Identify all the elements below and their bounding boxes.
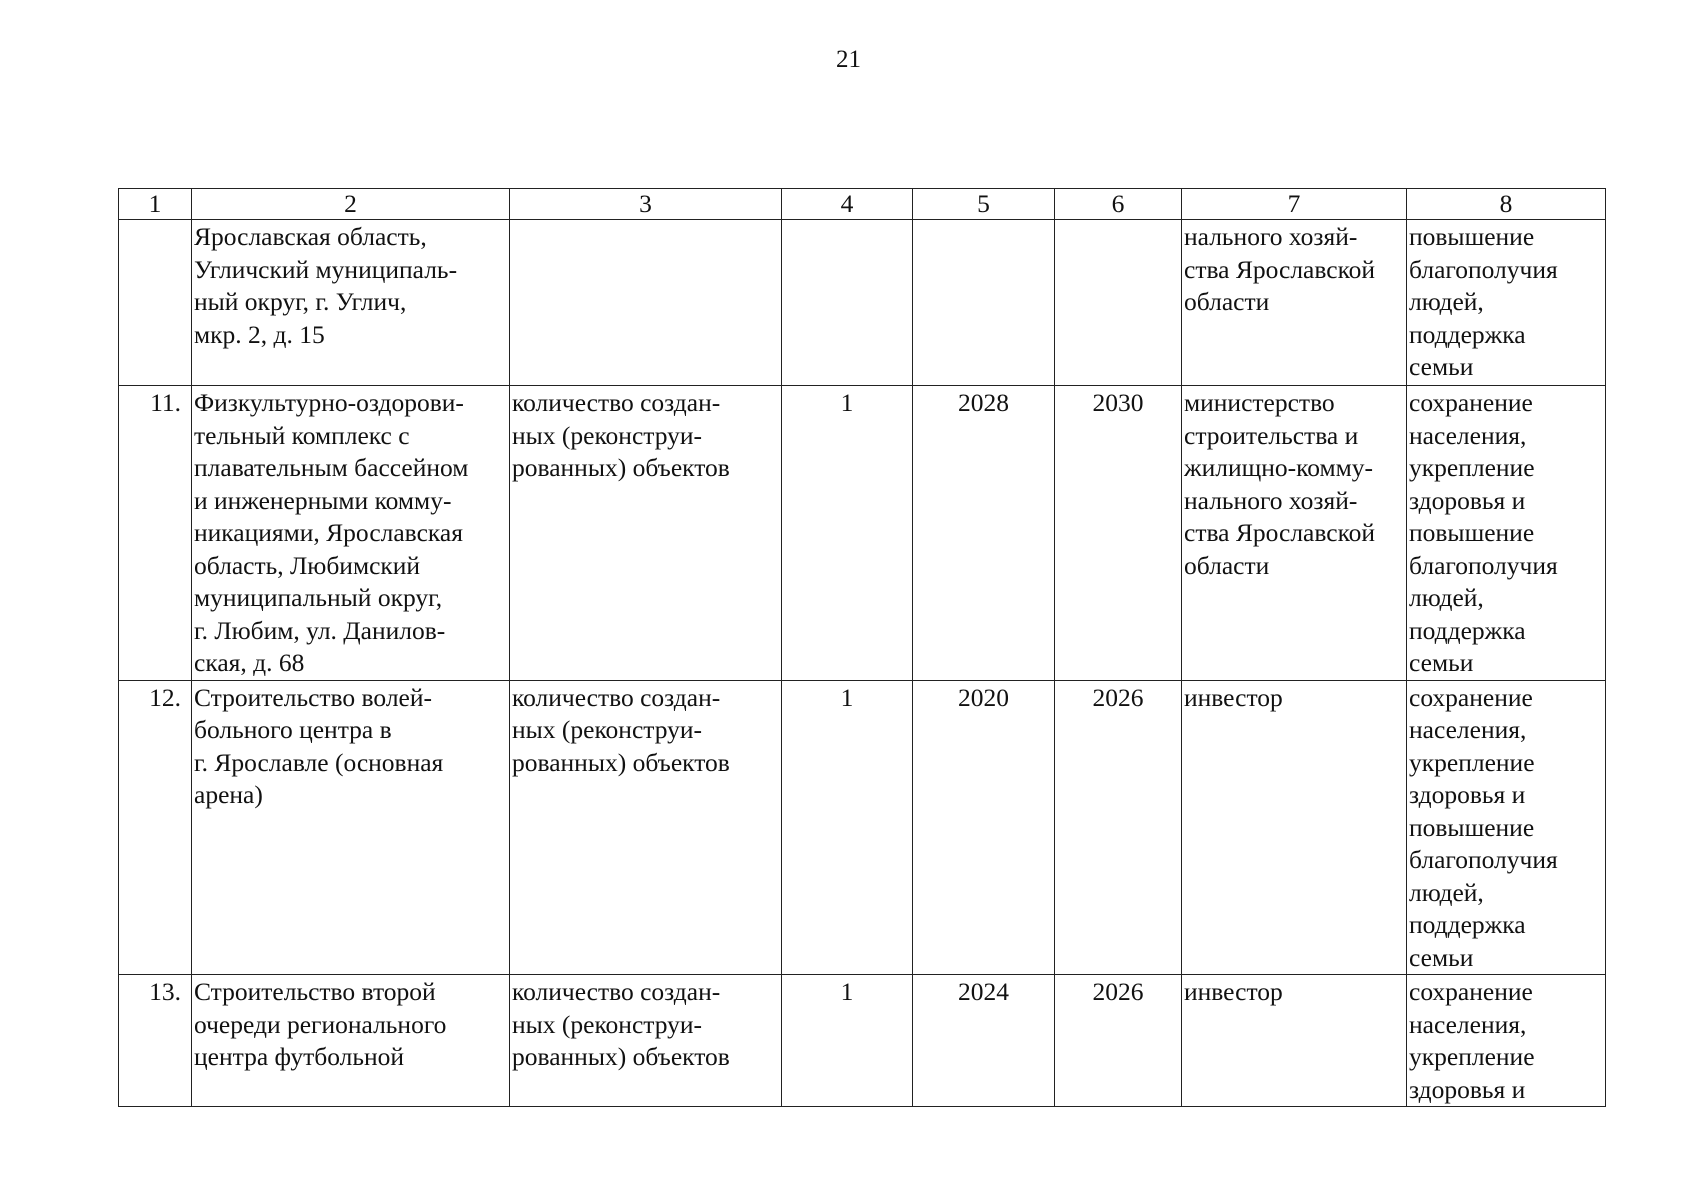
cell-text-line: плавательным бассейном xyxy=(194,453,469,482)
row-number-cell: 12. xyxy=(119,680,192,975)
cell-text-line: людей, xyxy=(1409,877,1484,907)
start-year-cell: 2024 xyxy=(913,975,1055,1107)
goal-cell xyxy=(1407,386,1606,681)
count-cell xyxy=(782,220,913,386)
cell-text-line: тельный комплекс с xyxy=(194,420,410,450)
cell-text-line: области xyxy=(1184,287,1270,316)
cell-text-line: населения, xyxy=(1409,715,1527,744)
start-year-cell: 2028 xyxy=(913,386,1055,681)
cell-text-line: населения, xyxy=(1409,420,1527,450)
cell-text-line: области xyxy=(1184,550,1270,580)
cell-text-line: укрепление xyxy=(1409,747,1535,777)
header-row xyxy=(119,189,1606,220)
cell-text-line: количество создан- xyxy=(512,682,721,712)
end-year-cell: 2026 xyxy=(1055,975,1182,1107)
cell-text-line: здоровья и xyxy=(1409,485,1526,515)
page-number: 21 xyxy=(836,46,861,73)
projects-table xyxy=(118,188,1606,1107)
table-row xyxy=(119,386,1606,681)
cell-text-line: сохранение xyxy=(1409,388,1533,417)
cell-text-line: количество создан- xyxy=(512,977,721,1006)
cell-text-line: ных (реконструи- xyxy=(512,715,703,744)
header-cell: 1 xyxy=(119,189,192,220)
row-number-cell: 11. xyxy=(119,386,192,681)
object-cell xyxy=(192,220,510,386)
cell-text-line: больного центра в xyxy=(194,715,392,744)
indicator-cell xyxy=(510,680,782,975)
count-cell: 1 xyxy=(782,386,913,681)
cell-text-line: ская, д. 68 xyxy=(194,648,305,677)
cell-text-line: строительства и xyxy=(1184,420,1359,450)
cell-text-line: арена) xyxy=(194,780,263,809)
row-number-cell xyxy=(119,220,192,386)
cell-text-line: Строительство второй xyxy=(194,977,436,1006)
end-year-cell xyxy=(1055,220,1182,386)
cell-text-line: повышение xyxy=(1409,812,1535,842)
end-year-cell: 2026 xyxy=(1055,680,1182,975)
end-year-cell: 2030 xyxy=(1055,386,1182,681)
count-cell: 1 xyxy=(782,975,913,1107)
executor-cell xyxy=(1182,220,1407,386)
cell-text-line: министерство xyxy=(1184,388,1335,417)
count-cell: 1 xyxy=(782,680,913,975)
cell-text-line: нального хозяй- xyxy=(1184,222,1358,251)
cell-text-line: центра футбольной xyxy=(194,1042,405,1071)
cell-text-line: жилищно-комму- xyxy=(1184,453,1374,482)
cell-text-line: повышение xyxy=(1409,518,1535,547)
cell-text-line: людей, xyxy=(1409,583,1484,612)
object-cell xyxy=(192,680,510,975)
cell-text-line: Ярославская область, xyxy=(194,222,427,251)
cell-text-line: муниципальный округ, xyxy=(194,583,443,612)
header-cell: 4 xyxy=(782,189,913,220)
start-year-cell xyxy=(913,220,1055,386)
header-cell: 6 xyxy=(1055,189,1182,220)
header-cell: 7 xyxy=(1182,189,1407,220)
cell-text-line: сохранение xyxy=(1409,682,1533,712)
cell-text-line: ства Ярославской xyxy=(1184,518,1376,547)
goal-cell xyxy=(1407,220,1606,386)
indicator-cell xyxy=(510,386,782,681)
object-cell xyxy=(192,975,510,1107)
cell-text-line: благополучия xyxy=(1409,254,1558,284)
cell-text-line: повышение xyxy=(1409,222,1535,251)
cell-text-line: ный округ, г. Углич, xyxy=(194,287,407,316)
header-cell: 5 xyxy=(913,189,1055,220)
cell-text-line: область, Любимский xyxy=(194,550,421,580)
table-row xyxy=(119,220,1606,386)
cell-text-line: семьи xyxy=(1409,648,1474,677)
cell-text-line: укрепление xyxy=(1409,1042,1535,1071)
cell-text-line: Угличский муниципаль- xyxy=(194,254,458,284)
cell-text-line: ных (реконструи- xyxy=(512,1009,703,1039)
executor-cell xyxy=(1182,975,1407,1107)
cell-text-line: мкр. 2, д. 15 xyxy=(194,319,325,349)
cell-text-line: и инженерными комму- xyxy=(194,485,452,515)
cell-text-line: благополучия xyxy=(1409,550,1558,580)
object-cell xyxy=(192,386,510,681)
cell-text-line: никациями, Ярославская xyxy=(194,518,463,547)
cell-text-line: укрепление xyxy=(1409,453,1535,482)
goal-cell xyxy=(1407,975,1606,1107)
table-row xyxy=(119,680,1606,975)
cell-text-line: поддержка xyxy=(1409,910,1526,939)
cell-text-line: здоровья и xyxy=(1409,780,1526,809)
cell-text-line: г. Любим, ул. Данилов- xyxy=(194,615,446,645)
cell-text-line: очереди регионального xyxy=(194,1009,447,1039)
cell-text-line: семьи xyxy=(1409,942,1474,972)
executor-cell xyxy=(1182,386,1407,681)
header-cell: 8 xyxy=(1407,189,1606,220)
executor-cell xyxy=(1182,680,1407,975)
cell-text-line: населения, xyxy=(1409,1009,1527,1039)
row-number-cell: 13. xyxy=(119,975,192,1107)
cell-text-line: Физкультурно-оздорови- xyxy=(194,388,464,417)
cell-text-line: людей, xyxy=(1409,287,1484,316)
indicator-cell xyxy=(510,975,782,1107)
cell-text-line: семьи xyxy=(1409,352,1474,381)
cell-text-line: нального хозяй- xyxy=(1184,485,1358,515)
cell-text-line: благополучия xyxy=(1409,845,1558,874)
cell-text-line: инвестор xyxy=(1184,977,1283,1006)
table-row xyxy=(119,975,1606,1107)
goal-cell xyxy=(1407,680,1606,975)
cell-text-line: рованных) объектов xyxy=(512,1042,730,1071)
cell-text-line: сохранение xyxy=(1409,977,1533,1006)
cell-text-line: инвестор xyxy=(1184,682,1283,712)
cell-text-line: г. Ярославле (основная xyxy=(194,747,444,777)
table-body xyxy=(119,189,1606,1107)
header-cell: 3 xyxy=(510,189,782,220)
cell-text-line: ных (реконструи- xyxy=(512,420,703,450)
cell-text-line: рованных) объектов xyxy=(512,453,730,482)
cell-text-line: Строительство волей- xyxy=(194,682,433,712)
indicator-cell xyxy=(510,220,782,386)
cell-text-line: рованных) объектов xyxy=(512,747,730,777)
cell-text-line: здоровья и xyxy=(1409,1074,1526,1104)
cell-text-line: количество создан- xyxy=(512,388,721,417)
cell-text-line: ства Ярославской xyxy=(1184,254,1376,284)
cell-text-line: поддержка xyxy=(1409,319,1526,349)
start-year-cell: 2020 xyxy=(913,680,1055,975)
header-cell: 2 xyxy=(192,189,510,220)
cell-text-line: поддержка xyxy=(1409,615,1526,645)
